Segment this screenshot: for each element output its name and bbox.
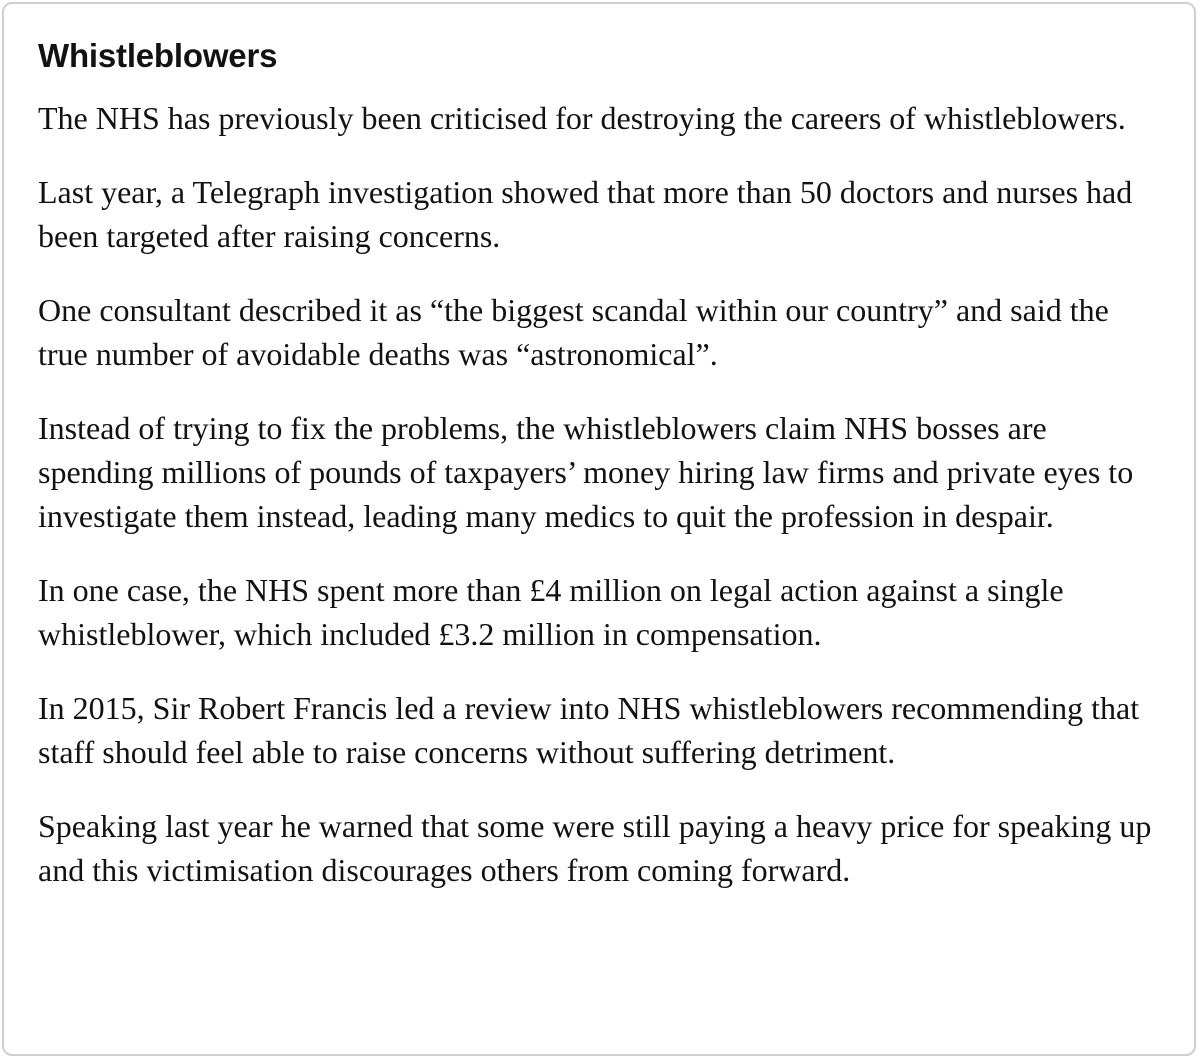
article-paragraph: In 2015, Sir Robert Francis led a review into NHS whistleblowers recommending that staff should feel able to raise concerns without suffering detriment. — [38, 690, 1140, 770]
article-paragraph: One consultant described it as “the biggest scandal within our country” and said the true number of avoidable deaths was “astronomical”. — [38, 292, 1109, 372]
article-card — [2, 2, 1196, 1056]
article-paragraph: Last year, a Telegraph investigation showed that more than 50 doctors and nurses had been targeted after raising concerns. — [38, 174, 1133, 254]
article-paragraph: Instead of trying to fix the problems, the whistleblowers claim NHS bosses are spending millions of pounds of taxpayers’ money hiring law firms and private eyes to investigate them instead, leading many medics to quit the profession in despair. — [38, 410, 1134, 534]
section-heading: Whistleblowers — [38, 37, 278, 74]
article-paragraph: Speaking last year he warned that some were still paying a heavy price for speaking up and this victimisation discourages others from coming forward. — [38, 808, 1152, 888]
article-paragraph: In one case, the NHS spent more than £4 million on legal action against a single whistleblower, which included £3.2 million in compensation. — [38, 572, 1064, 652]
article-paragraph: The NHS has previously been criticised for destroying the careers of whistleblowers. — [38, 100, 1126, 136]
